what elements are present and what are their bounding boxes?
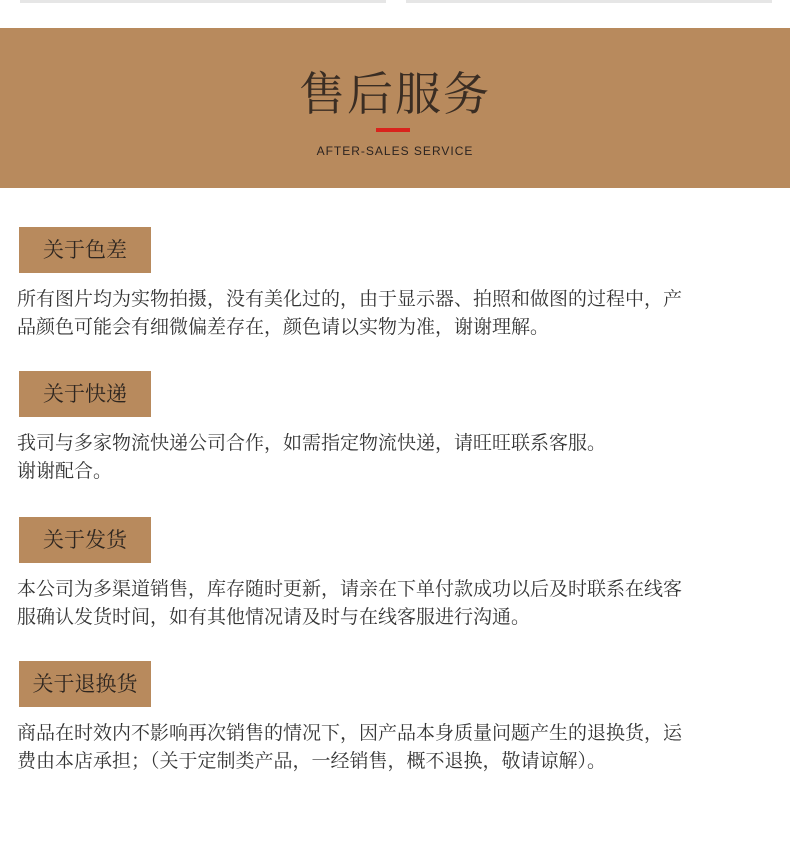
banner-title: 售后服务	[299, 67, 491, 121]
text-line: 谢谢配合。	[17, 460, 113, 482]
text-line: 我司与多家物流快递公司合作，如需指定物流快递，请旺旺联系客服。	[17, 432, 607, 454]
banner-accent-bar	[376, 128, 410, 132]
section-text-returns	[17, 719, 777, 775]
text-line: 所有图片均为实物拍摄，没有美化过的，由于显示器、拍照和做图的过程中，产	[17, 288, 683, 310]
text-line: 服确认发货时间，如有其他情况请及时与在线客服进行沟通。	[17, 606, 531, 628]
banner-subtitle: AFTER-SALES SERVICE	[316, 144, 474, 158]
text-line: 费由本店承担；（关于定制类产品，一经销售，概不退换，敬请谅解）。	[17, 750, 607, 772]
section-tag-shipping: 关于发货	[19, 517, 151, 563]
text-line: 本公司为多渠道销售，库存随时更新，请亲在下单付款成功以后及时联系在线客	[17, 578, 683, 600]
section-tag-color-difference: 关于色差	[19, 227, 151, 273]
section-text-color-difference	[17, 285, 777, 341]
divider-line-left	[20, 0, 386, 3]
top-divider-strip	[0, 0, 790, 28]
section-tag-returns: 关于退换货	[19, 661, 151, 707]
after-sales-banner	[0, 28, 790, 188]
section-tag-delivery: 关于快递	[19, 371, 151, 417]
section-text-delivery	[17, 429, 777, 485]
text-line: 品颜色可能会有细微偏差存在，颜色请以实物为准，谢谢理解。	[17, 316, 550, 338]
section-text-shipping	[17, 575, 777, 631]
divider-line-right	[406, 0, 772, 3]
text-line: 商品在时效内不影响再次销售的情况下，因产品本身质量问题产生的退换货，运	[17, 722, 683, 744]
